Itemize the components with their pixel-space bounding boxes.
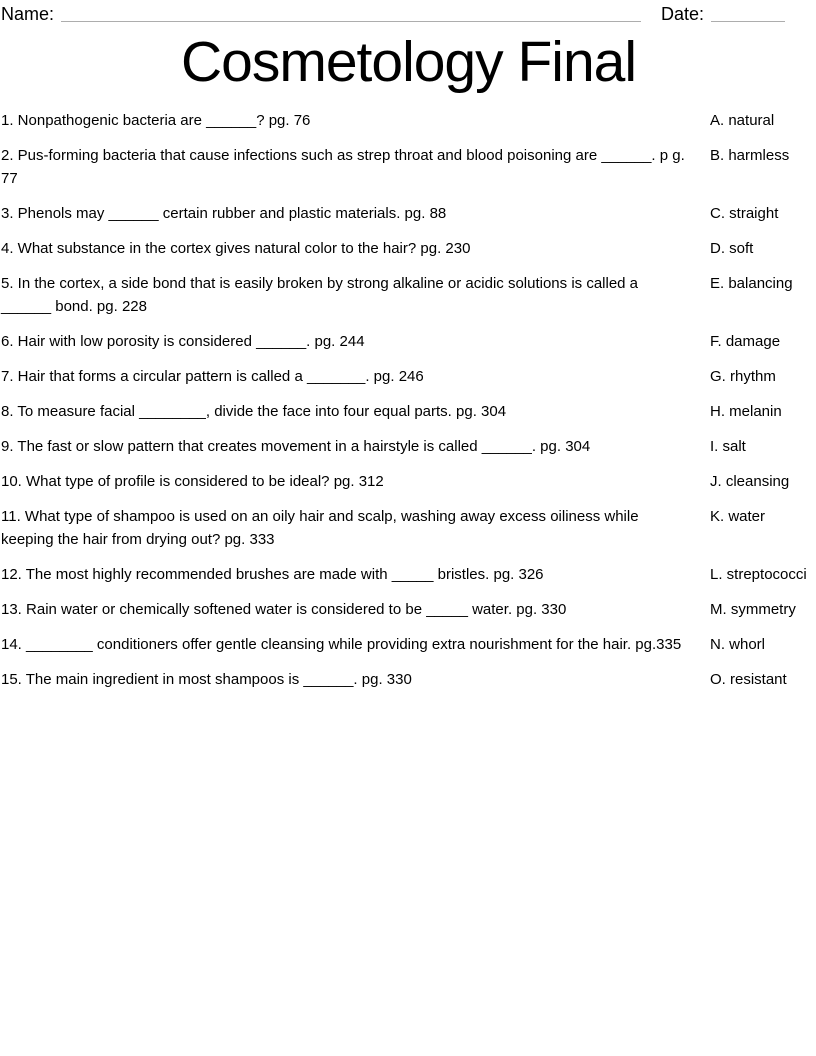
question-text: 8. To measure facial ________, divide the face into four equal parts. pg. 304 (1, 403, 507, 420)
question-text: 13. Rain water or chemically softened water is considered to be _____ water. pg. 330 (1, 601, 567, 618)
answer-option: I. salt (710, 438, 746, 455)
name-label: Name: (1, 4, 55, 24)
worksheet-row (1, 435, 816, 458)
worksheet-row (1, 202, 816, 225)
question-text: 12. The most highly recommended brushes are made with _____ bristles. pg. 326 (1, 566, 544, 583)
date-label: Date: (660, 4, 704, 24)
answer-option: C. straight (710, 205, 779, 222)
worksheet-row (1, 109, 816, 132)
header (1, 4, 816, 24)
worksheet-row (1, 633, 816, 656)
question-text: 1. Nonpathogenic bacteria are ______? pg. 76 (1, 112, 311, 129)
answer-option: G. rhythm (710, 368, 776, 385)
question-text: 11. What type of shampoo is used on an oily hair and scalp, washing away excess oiliness while keeping the hair from drying out? pg. 333 (1, 508, 639, 548)
question-text: 10. What type of profile is considered to be ideal? pg. 312 (1, 473, 384, 490)
answer-option: K. water (710, 508, 766, 525)
worksheet-row (1, 365, 816, 388)
answer-option: B. harmless (710, 147, 790, 164)
question-list (1, 109, 816, 691)
answer-option: E. balancing (710, 275, 793, 292)
question-text: 2. Pus-forming bacteria that cause infections such as strep throat and blood poisoning are ______. p g. 77 (1, 147, 685, 187)
question-text: 4. What substance in the cortex gives natural color to the hair? pg. 230 (1, 240, 471, 257)
answer-option: N. whorl (710, 636, 766, 653)
answer-option: H. melanin (710, 403, 782, 420)
question-text: 7. Hair that forms a circular pattern is called a _______. pg. 246 (1, 368, 424, 385)
question-text: 6. Hair with low porosity is considered ______. pg. 244 (1, 333, 365, 350)
answer-option: F. damage (710, 333, 781, 350)
name-blank-line (61, 6, 641, 22)
question-text: 5. In the cortex, a side bond that is easily broken by strong alkaline or acidic solutions is called a ______ bond. pg. 228 (1, 275, 639, 315)
answer-option: O. resistant (710, 671, 787, 688)
question-text: 3. Phenols may ______ certain rubber and plastic materials. pg. 88 (1, 205, 447, 222)
answer-option: M. symmetry (710, 601, 796, 618)
worksheet-row (1, 272, 816, 318)
worksheet-row (1, 470, 816, 493)
worksheet-row (1, 400, 816, 423)
answer-option: A. natural (710, 112, 775, 129)
worksheet-row (1, 144, 816, 190)
question-text: 9. The fast or slow pattern that creates movement in a hairstyle is called ______. pg. 304 (1, 438, 591, 455)
answer-option: J. cleansing (710, 473, 790, 490)
question-text: 15. The main ingredient in most shampoos is ______. pg. 330 (1, 671, 412, 688)
worksheet-row (1, 505, 816, 551)
question-text: 14. ________ conditioners offer gentle cleansing while providing extra nourishment for the hair. pg.335 (1, 636, 682, 653)
date-blank-line (711, 6, 785, 22)
worksheet-row (1, 668, 816, 691)
page-title: Cosmetology Final (180, 30, 637, 94)
answer-option: L. streptococci (710, 566, 807, 583)
worksheet-row (1, 563, 816, 586)
worksheet-row (1, 237, 816, 260)
answer-option: D. soft (710, 240, 754, 257)
worksheet-row (1, 598, 816, 621)
worksheet-row (1, 330, 816, 353)
